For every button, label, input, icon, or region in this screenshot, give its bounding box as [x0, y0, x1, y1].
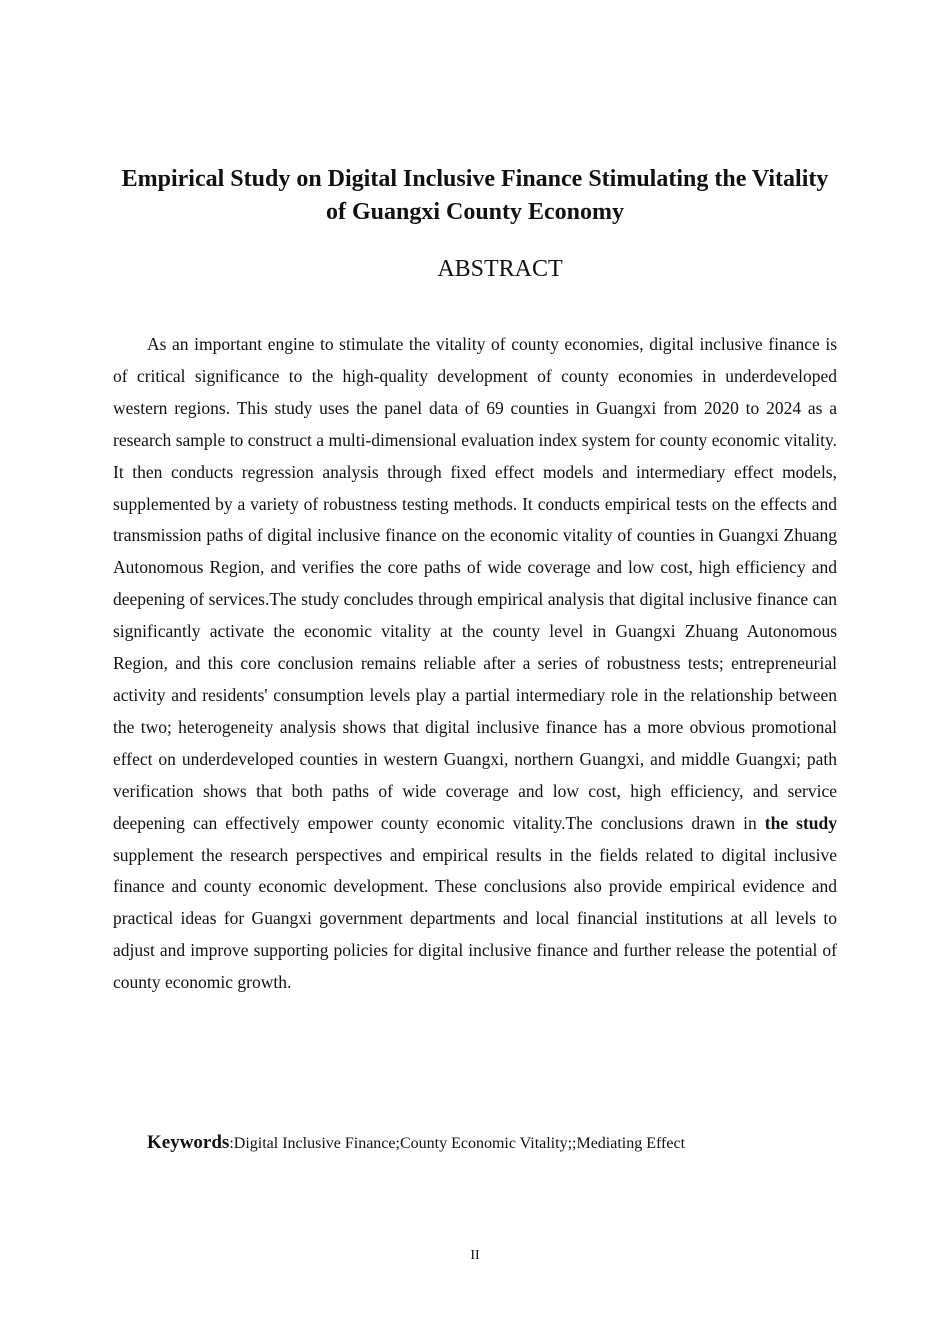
page-number: II [470, 1248, 480, 1263]
abstract-bold-phrase: the study [764, 812, 837, 833]
abstract-text-part2: supplement the research perspectives and empirical results in the fields related to digital inclusive finance and county economic development. These conclusions also provide empirical evidence and practical ideas for Guangxi government departments and local financial institutions at all levels to adjust and improve supporting policies for digital inclusive finance and further release the potential of county economic growth. [113, 844, 837, 993]
abstract-heading: ABSTRACT [437, 256, 563, 282]
abstract-body [113, 329, 837, 999]
keywords-line [147, 1128, 837, 1159]
paper-title: Empirical Study on Digital Inclusive Finance Stimulating the Vitality of Guangxi County Economy [121, 166, 829, 225]
abstract-text-part1: As an important engine to stimulate the vitality of county economies, digital inclusive finance is of critical significance to the high-quality development of county economies in underdeveloped western regions. This study uses the panel data of 69 counties in Guangxi from 2020 to 2024 as a research sample to construct a multi-dimensional evaluation index system for county economic vitality. It then conducts regression analysis through fixed effect models and intermediary effect models, supplemented by a variety of robustness testing methods. It conducts empirical tests on the effects and transmission paths of digital inclusive finance on the economic vitality of counties in Guangxi Zhuang Autonomous Region, and verifies the core paths of wide coverage and low cost, high efficiency and deepening of services.The study concludes through empirical analysis that digital inclusive finance can significantly activate the economic vitality at the county level in Guangxi Zhuang Autonomous Region, and this core conclusion remains reliable after a series of robustness tests; entrepreneurial activity and residents' consumption levels play a partial intermediary role in the relationship between the two; heterogeneity analysis shows that digital inclusive finance has a more obvious promotional effect on underdeveloped counties in western Guangxi, northern Guangxi, and middle Guangxi; path verification shows that both paths of wide coverage and low cost, high efficiency, and service deepening can effectively empower county economic vitality.The conclusions drawn in [113, 334, 837, 833]
keywords-list: :Digital Inclusive Finance;County Economic Vitality;;Mediating Effect [229, 1135, 686, 1152]
keywords-label: Keywords [147, 1132, 230, 1153]
